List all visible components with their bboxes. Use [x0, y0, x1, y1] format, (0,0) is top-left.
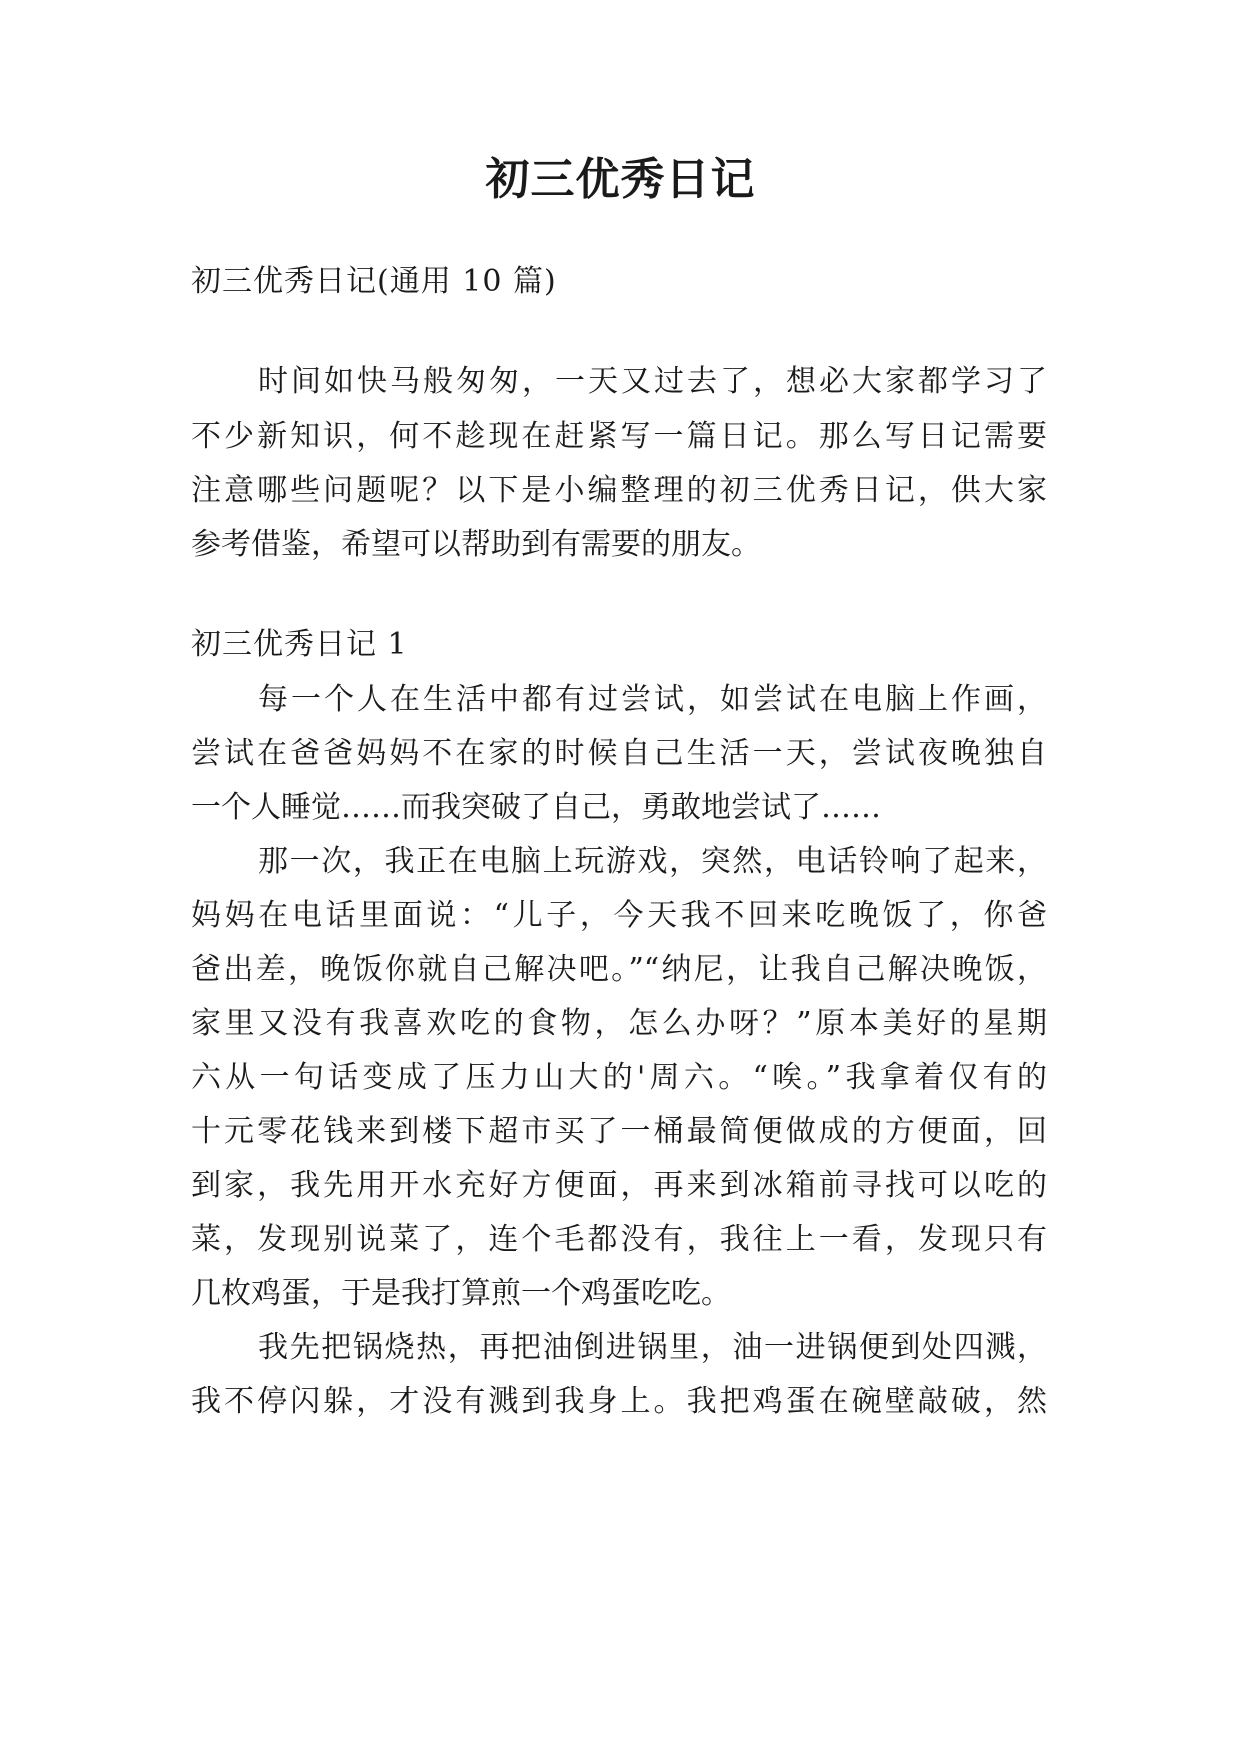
para2-line: 家里又没有我喜欢吃的食物，怎么办呀？”原本美好的星期 — [191, 1006, 1047, 1041]
subtitle: 初三优秀日记(通用 10 篇) — [191, 264, 557, 299]
intro-line: 参考借鉴，希望可以帮助到有需要的朋友。 — [191, 527, 761, 562]
para2-line: 六从一句话变成了压力山大的'周六。“唉。”我拿着仅有的 — [191, 1060, 1047, 1095]
para1-line: 每一个人在生活中都有过尝试，如尝试在电脑上作画， — [258, 682, 1047, 717]
intro-line: 时间如快马般匆匆，一天又过去了，想必大家都学习了 — [258, 364, 1047, 399]
para2-line: 十元零花钱来到楼下超市买了一桶最简便做成的方便面，回 — [191, 1114, 1047, 1149]
para1-line: 一个人睡觉……而我突破了自己，勇敢地尝试了…… — [191, 790, 881, 825]
section-heading: 初三优秀日记 1 — [191, 627, 408, 662]
para3-line: 我不停闪躲，才没有溅到我身上。我把鸡蛋在碗壁敲破，然 — [191, 1384, 1047, 1419]
para2-line: 菜，发现别说菜了，连个毛都没有，我往上一看，发现只有 — [191, 1222, 1047, 1257]
para3-line: 我先把锅烧热，再把油倒进锅里，油一进锅便到处四溅， — [258, 1330, 1047, 1365]
para2-line: 妈妈在电话里面说：“儿子，今天我不回来吃晚饭了，你爸 — [191, 898, 1047, 933]
document-title: 初三优秀日记 — [485, 154, 756, 205]
para2-line: 几枚鸡蛋，于是我打算煎一个鸡蛋吃吃。 — [191, 1276, 731, 1311]
intro-line: 注意哪些问题呢？以下是小编整理的初三优秀日记，供大家 — [191, 473, 1047, 508]
para2-line: 那一次，我正在电脑上玩游戏，突然，电话铃响了起来， — [258, 844, 1047, 879]
para1-line: 尝试在爸爸妈妈不在家的时候自己生活一天，尝试夜晚独自 — [191, 736, 1047, 771]
intro-line: 不少新知识，何不趁现在赶紧写一篇日记。那么写日记需要 — [191, 419, 1047, 454]
para2-line: 到家，我先用开水充好方便面，再来到冰箱前寻找可以吃的 — [191, 1168, 1047, 1203]
para2-line: 爸出差，晚饭你就自己解决吧。”“纳尼，让我自己解决晚饭， — [191, 952, 1047, 987]
